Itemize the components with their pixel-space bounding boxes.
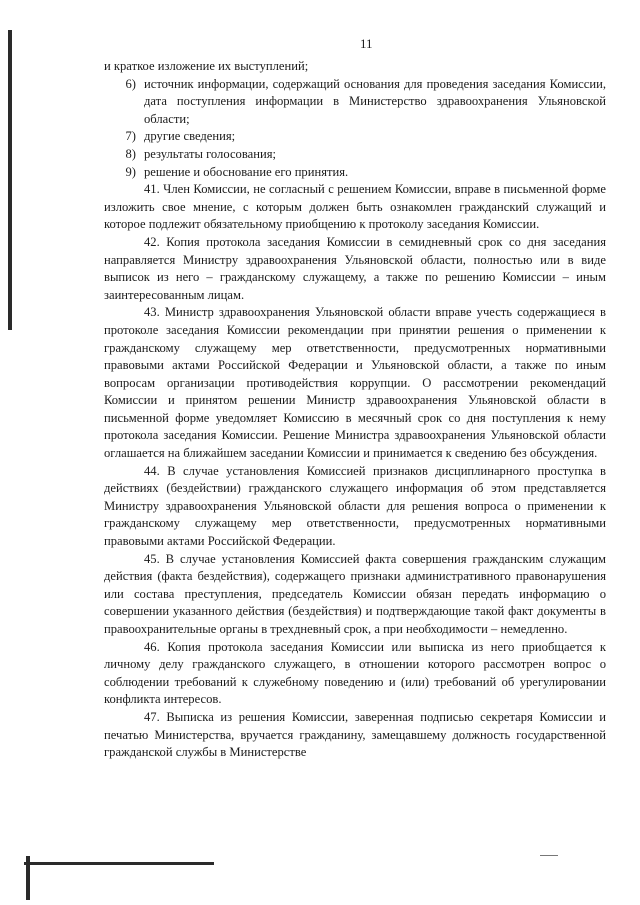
- list-item-6: [104, 76, 606, 129]
- scan-dash: [540, 855, 558, 856]
- scan-bottom-mark: [24, 862, 214, 865]
- list-number: 7): [125, 129, 136, 144]
- list-text: решение и обоснование его принятия.: [144, 164, 349, 179]
- list-text: другие сведения;: [144, 129, 236, 144]
- list-item-9: [104, 164, 606, 182]
- scan-bottom-mark-vertical: [26, 856, 30, 900]
- list-text: источник информации, содержащий основания для проведения заседания Комиссии, дата поступления информации в Министерство здравоохранения Ульяновской области;: [144, 76, 606, 126]
- page-number: 11: [360, 36, 373, 51]
- paragraph-continuation: и краткое изложение их выступлений;: [104, 59, 309, 73]
- scan-margin-bar: [8, 30, 12, 330]
- paragraph-46: 46. Копия протокола заседания Комиссии или выписка из него приобщается к личному делу гражданского служащего, в отношении которого рассмотрен вопрос о соблюдении требований к служебному поведению и (или) требований об урегулировании конфликта интересов.: [104, 639, 606, 707]
- list-item-7: [104, 128, 606, 146]
- list-number: 6): [125, 76, 136, 91]
- document-body: [104, 58, 606, 762]
- list-text: результаты голосования;: [144, 146, 276, 161]
- list-number: 8): [125, 146, 136, 161]
- paragraph-43: 43. Министр здравоохранения Ульяновской области вправе учесть содержащиеся в протоколе заседания Комиссии рекомендации при принятии решения о применении к гражданскому служащему мер ответственности, предусмотренных нормативными правовыми актами Российской Федерации и Ульяновской области, а также по иным вопросам организации противодействия коррупции. О рассмотрении рекомендаций Комиссии и принятом решении Министр здравоохранения Ульяновской области в письменной форме уведомляет Комиссию в месячный срок со дня поступления к нему протокола заседания Комиссии. Решение Министра здравоохранения Ульяновской области оглашается на ближайшем заседании Комиссии и принимается к сведению без обсуждения.: [104, 305, 606, 461]
- paragraph-45: 45. В случае установления Комиссией факта совершения гражданским служащим действия (факта бездействия), содержащего признаки административного правонарушения или состава преступления, председатель Комиссии обязан передать информацию о совершении указанного действия (бездействия) и подтверждающие такой факт документы в правоохранительные органы в трехдневный срок, а при необходимости – немедленно.: [104, 551, 606, 636]
- paragraph-44: 44. В случае установления Комиссией признаков дисциплинарного проступка в действиях (бездействии) гражданского служащего информация об этом представляется Министру здравоохранения Ульяновской области для решения вопроса о применении к гражданскому служащему мер ответственности, предусмотренных нормативными правовыми актами Российской Федерации.: [104, 463, 606, 549]
- list-item-8: [104, 146, 606, 164]
- paragraph-41: 41. Член Комиссии, не согласный с решением Комиссии, вправе в письменной форме изложить свое мнение, с которым должен быть ознакомлен гражданский служащий и которое подлежит обязательному приобщению к протоколу заседания Комиссии.: [104, 182, 606, 232]
- paragraph-47: 47. Выписка из решения Комиссии, заверенная подписью секретаря Комиссии и печатью Министерства, вручается гражданину, замещавшему должность государственной гражданской службы в Министерстве: [104, 709, 606, 760]
- list-number: 9): [125, 164, 136, 179]
- paragraph-42: 42. Копия протокола заседания Комиссии в семидневный срок со дня заседания направляется Министру здравоохранения Ульяновской области, полностью или в виде выписок из него – гражданскому служащему, а также по решению Комиссии – иным заинтересованным лицам.: [104, 234, 606, 302]
